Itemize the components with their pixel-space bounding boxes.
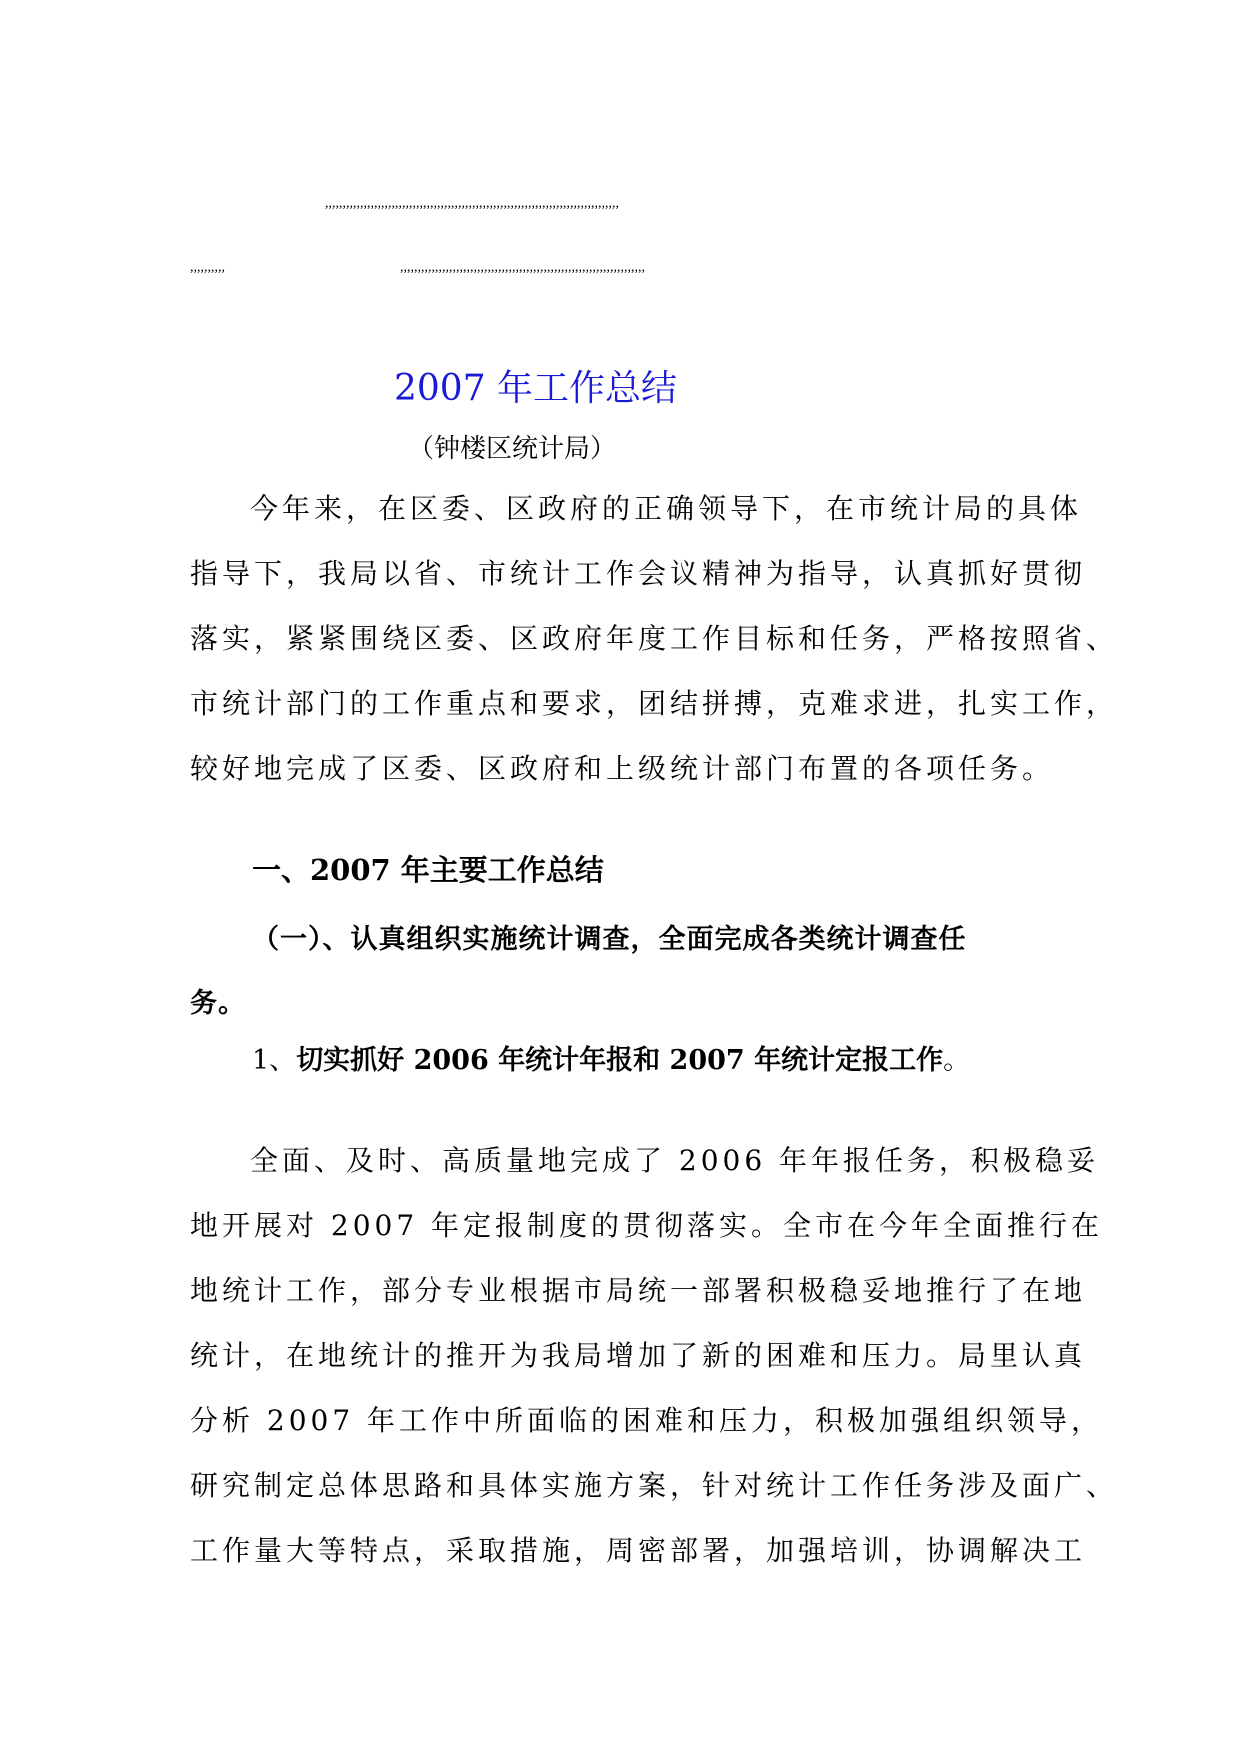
intro-line: 指导下，我局以省、市统计工作会议精神为指导，认真抓好贯彻 [190, 557, 1087, 590]
body-line: 全面、及时、高质量地完成了 2006 年年报任务，积极稳妥 [250, 1144, 1100, 1177]
body-line: 地开展对 2007 年定报制度的贯彻落实。全市在今年全面推行在 [190, 1209, 1104, 1242]
item-title: 切实抓好 2006 年统计年报和 2007 年统计定报工作 [296, 1045, 944, 1076]
item-end-mark: 。 [943, 1045, 971, 1076]
body-line: 统计，在地统计的推开为我局增加了新的困难和压力。局里认真 [190, 1339, 1087, 1372]
subsection-heading-line: （一）、认真组织实施统计调查，全面完成各类统计调查任 [252, 924, 967, 955]
intro-line: 较好地完成了区委、区政府和上级统计部门布置的各项任务。 [190, 752, 1055, 785]
section-heading: 一、2007 年主要工作总结 [252, 853, 604, 887]
document-subtitle: （钟楼区统计局） [408, 434, 617, 464]
body-line: 分析 2007 年工作中所面临的困难和压力，积极加强组织领导， [190, 1404, 1104, 1437]
header-marks-line-2-left: ,,,,,,,,,, [190, 260, 225, 275]
header-marks-line-1: ,,,,,,,,,,,,,,,,,,,,,,,,,,,,,,,,,,,,,,,,,,,,,,,,,,,,,,,,,,,,,,,,,,,,,,,,,,,,,,,,,,,, [325, 196, 619, 211]
subsection-heading-line: 务。 [190, 988, 246, 1019]
item-number: 1、 [252, 1045, 297, 1076]
item-heading [252, 1038, 970, 1077]
body-line: 研究制定总体思路和具体实施方案，针对统计工作任务涉及面广、 [190, 1469, 1119, 1502]
body-line: 地统计工作，部分专业根据市局统一部署积极稳妥地推行了在地 [190, 1274, 1087, 1307]
header-marks-line-2-right: ,,,,,,,,,,,,,,,,,,,,,,,,,,,,,,,,,,,,,,,,,,,,,,,,,,,,,,,,,,,,,,,,,,,,,, [400, 260, 645, 275]
intro-line: 市统计部门的工作重点和要求，团结拼搏，克难求进，扎实工作， [190, 687, 1119, 720]
subsection-heading [190, 908, 1070, 1036]
intro-paragraph [190, 476, 1119, 801]
intro-line: 落实，紧紧围绕区委、区政府年度工作目标和任务，严格按照省、 [190, 622, 1119, 655]
body-paragraph [190, 1128, 1119, 1583]
intro-line: 今年来，在区委、区政府的正确领导下，在市统计局的具体 [250, 492, 1083, 525]
document-title: 2007 年工作总结 [394, 368, 678, 409]
body-line: 工作量大等特点，采取措施，周密部署，加强培训，协调解决工 [190, 1534, 1087, 1567]
